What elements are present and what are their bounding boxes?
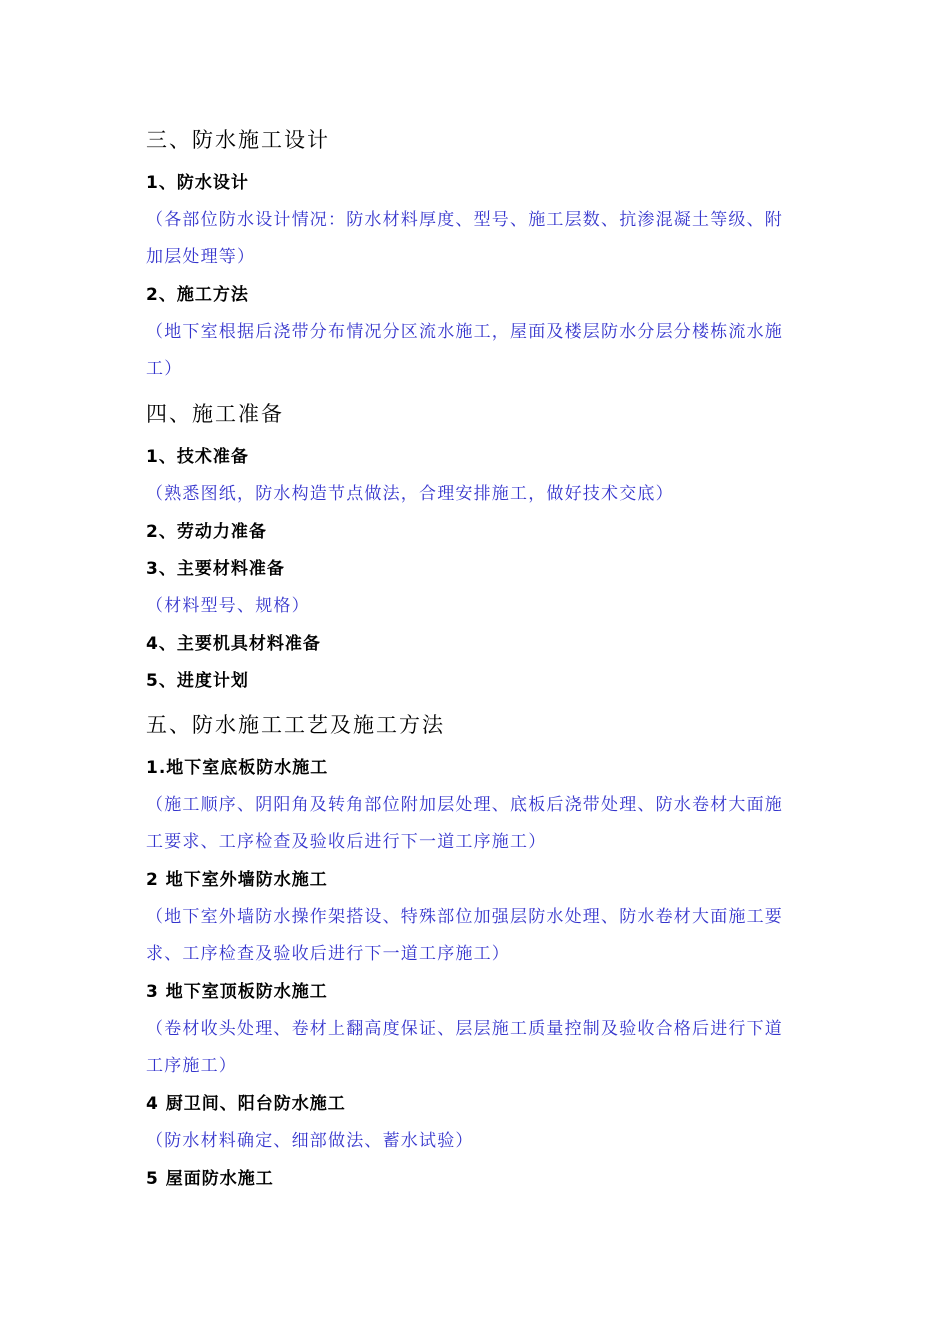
subheading-waterproof-design: 1、防水设计 [146, 173, 249, 193]
subheading-kitchen-bath: 4 厨卫间、阳台防水施工 [146, 1094, 346, 1114]
subheading-labor-prep: 2、劳动力准备 [146, 522, 267, 542]
subheading-technical-prep: 1、技术准备 [146, 447, 249, 467]
note-line: 加层处理等） [146, 247, 256, 267]
note-line: 求、工序检查及验收后进行下一道工序施工） [146, 944, 510, 964]
subheading-basement-roof: 3 地下室顶板防水施工 [146, 982, 328, 1002]
section-heading-5: 五、防水施工工艺及施工方法 [146, 713, 445, 737]
subheading-roof: 5 屋面防水施工 [146, 1169, 274, 1189]
note-line: （防水材料确定、细部做法、蓄水试验） [146, 1131, 474, 1151]
note-line: 工要求、工序检查及验收后进行下一道工序施工） [146, 832, 547, 852]
note-line: 工序施工） [146, 1056, 237, 1076]
note-line: （熟悉图纸，防水构造节点做法，合理安排施工，做好技术交底） [146, 484, 674, 504]
note-line: （地下室根据后浇带分布情况分区流水施工，屋面及楼层防水分层分楼栋流水施 [146, 322, 783, 342]
subheading-basement-floor: 1.地下室底板防水施工 [146, 758, 329, 778]
subheading-construction-method: 2、施工方法 [146, 285, 249, 305]
note-line: （施工顺序、阴阳角及转角部位附加层处理、底板后浇带处理、防水卷材大面施 [146, 795, 783, 815]
subheading-material-prep: 3、主要材料准备 [146, 559, 285, 579]
subheading-schedule: 5、进度计划 [146, 671, 249, 691]
section-heading-3: 三、防水施工设计 [146, 128, 330, 152]
subheading-equipment-prep: 4、主要机具材料准备 [146, 634, 321, 654]
note-line: （材料型号、规格） [146, 596, 310, 616]
note-line: （各部位防水设计情况：防水材料厚度、型号、施工层数、抗渗混凝土等级、附 [146, 210, 783, 230]
note-line: 工） [146, 359, 183, 379]
subheading-basement-wall: 2 地下室外墙防水施工 [146, 870, 328, 890]
note-line: （卷材收头处理、卷材上翻高度保证、层层施工质量控制及验收合格后进行下道 [146, 1019, 783, 1039]
section-heading-4: 四、施工准备 [146, 402, 284, 426]
note-line: （地下室外墙防水操作架搭设、特殊部位加强层防水处理、防水卷材大面施工要 [146, 907, 783, 927]
